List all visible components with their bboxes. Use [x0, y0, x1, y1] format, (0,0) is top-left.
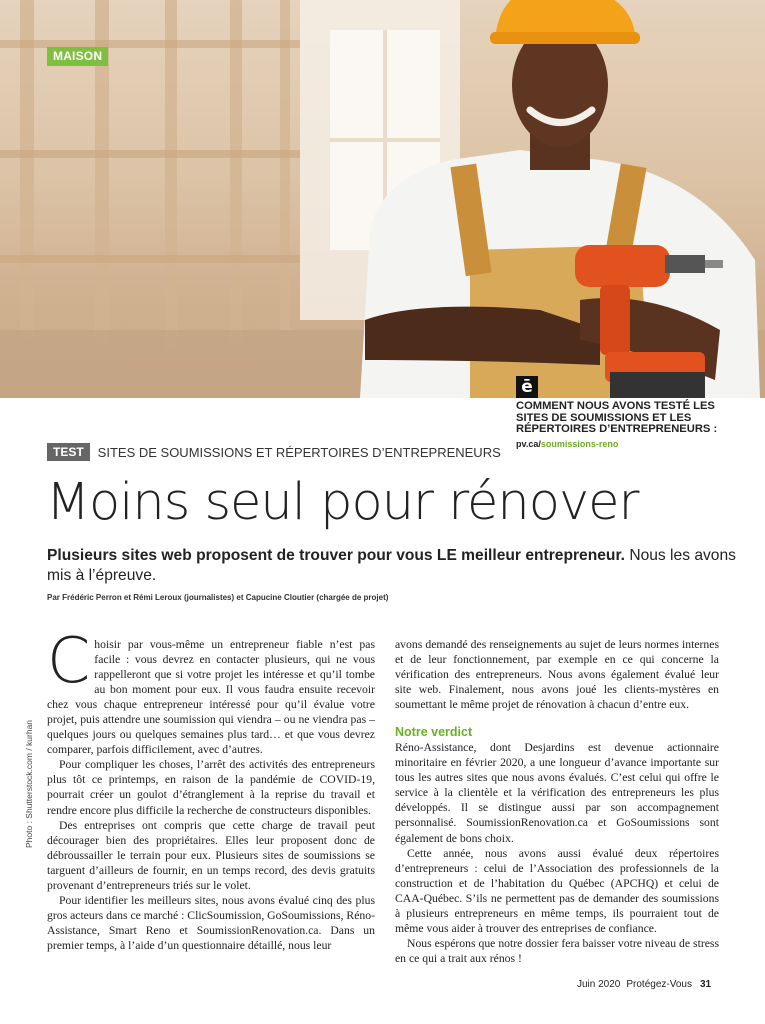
body-paragraph-5: avons demandé des renseignements au sujet de leurs normes internes et de leur fonctionnement, par exemple en ce qui concerne la vérification des entrepreneurs. Nous avons également évalué leur site web. Finalement, nous avons joué les clients-mystères en soumettant le même projet de rénovation à chacun d’entre eux. [395, 638, 719, 712]
body-paragraph-3: Des entreprises ont compris que cette charge de travail peut décourager bien des propriétaires. Elles leur proposent donc de débroussailler le terrain pour eux. Plusieurs sites de soumissions se targuent d’ailleurs de fournir, en un temps record, des devis gratuits provenant d’entrepreneurs triés sur le volet. [47, 818, 375, 892]
method-logo-icon: ē [516, 376, 538, 398]
deck [47, 546, 747, 586]
method-link[interactable] [516, 439, 746, 449]
deck-bold: Plusieurs sites web proposent de trouver pour vous LE meilleur entrepreneur. [47, 547, 625, 564]
section-tag: MAISON [47, 47, 108, 66]
body-paragraph-6: Réno-Assistance, dont Desjardins est devenue actionnaire minoritaire en février 2020, a une longueur d’avance importante sur tous les autres sites que nous avons évalués. C’est celui qui offre le service à la clientèle et la vérification des entrepreneurs les plus développés. Il se distingue aussi par son accompagnement personnalisé. SoumissionRenovation.ca et GoSoumissions sont également de bons choix. [395, 741, 719, 845]
body-paragraph-8: Nous espérons que notre dossier fera baisser votre niveau de stress en ce qui a trait aux rénos ! [395, 936, 719, 965]
method-link-suffix: soumissions-reno [540, 438, 619, 449]
verdict-subhead: Notre verdict [395, 725, 473, 740]
dropcap: C [47, 624, 91, 697]
body-paragraph-7: Cette année, nous avons aussi évalué deux répertoires d’entrepreneurs : celui de l’Association des professionnels de la construction et de l’habitation du Québec (APCHQ) et celui de CAA-Québec. S’ils ne permettent pas de demander des soumissions à plusieurs entrepreneurs en même temps, ils pourraient tout de même vous aider à trouver des entreprises de confiance. [395, 846, 719, 935]
body-paragraph-2: Pour compliquer les choses, l’arrêt des activités des entrepreneurs plus tôt ce printemps, en raison de la pandémie de COVID-19, pourrait créer un goulot d’étranglement à la reprise du travail et rendre encore plus difficile la recherche de constructeurs disponibles. [47, 758, 375, 817]
body-column-right [395, 637, 719, 966]
body-paragraph-4: Pour identifier les meilleurs sites, nous avons évalué cinq des plus gros acteurs dans ce marché : ClicSoumission, GoSoumissions, Réno-Assistance, Smart Reno et SoumissionRenovation.ca. Dans un premier temps, à l’aide d’un questionnaire détaillé, nous leur [47, 893, 375, 952]
body-column-left [47, 624, 375, 953]
deck-regular: Nous les avons mis à l’épreuve. [47, 547, 736, 584]
page-number: 31 [699, 979, 712, 990]
construction-worker-illustration [0, 0, 765, 398]
method-heading: COMMENT NOUS AVONS TESTÉ LES SITES DE SOUMISSIONS ET LES RÉPERTOIRES D’ENTREPRENEURS : [516, 400, 718, 435]
page-footer [577, 979, 711, 990]
byline: Par Frédéric Perron et Rémi Leroux (journalistes) et Capucine Cloutier (chargée de projet) [47, 593, 389, 602]
method-link-prefix: pv.ca/ [516, 438, 541, 449]
footer-publication: Protégez-Vous [626, 979, 692, 990]
method-box [516, 376, 746, 449]
headline: Moins seul pour rénover [46, 473, 639, 532]
hero-photo [0, 0, 765, 398]
footer-date: Juin 2020 [577, 979, 621, 990]
body-paragraph-1-text: hoisir par vous-même un entrepreneur fiable n’est pas facile : vous devrez en contacter plusieurs, qui ne vous rappelleront que si votre projet les intéresse et qu’il tombe au bon moment pour eux. Il vous faudra ensuite recevoir chez vous chaque entrepreneur intéressé pour qu’il évalue votre projet, puis attendre une soumission qui viendra – ou ne viendra pas – quelques jours ou quelques semaines plus tard… et que vous devrez comparer, parfois difficilement, avec d’autres. [47, 638, 375, 757]
body-paragraph-1 [47, 624, 375, 757]
test-category: SITES DE SOUMISSIONS ET RÉPERTOIRES D’ENTREPRENEURS [97, 444, 501, 460]
test-tag: TEST [47, 443, 90, 461]
test-label-row [47, 443, 501, 461]
photo-credit: Photo : Shutterstock.com / kurhan [24, 719, 34, 848]
